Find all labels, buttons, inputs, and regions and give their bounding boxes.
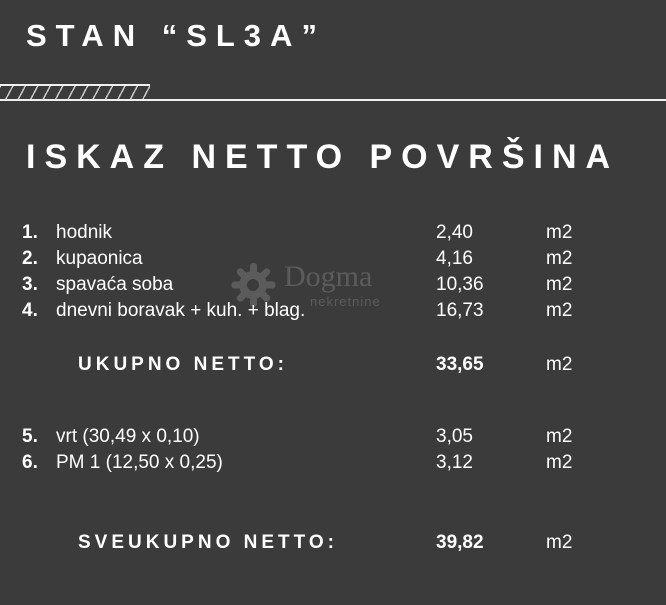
section-heading: ISKAZ NETTO POVRŠINA [26,138,620,176]
row-unit: m2 [546,452,573,473]
separator-line-bottom [0,99,666,101]
row-unit: m2 [546,222,573,243]
table-row [0,426,666,452]
row-label: hodnik [56,222,112,243]
spacer [0,376,666,404]
grand-total-value: 39,82 [436,532,484,553]
row-label: spavaća soba [56,274,174,295]
row-unit: m2 [546,274,573,295]
row-value: 3,05 [436,426,473,447]
table-row [0,222,666,248]
row-value: 16,73 [436,300,484,321]
spacer [0,506,666,532]
row-value: 3,12 [436,452,473,473]
title-block [0,0,666,80]
subtotal-value: 33,65 [436,354,484,375]
row-unit: m2 [546,426,573,447]
subtotal-label: UKUPNO NETTO: [78,354,288,375]
watermark-subtitle: nekretnine [310,294,381,309]
grand-total-unit: m2 [546,532,573,553]
row-number: 2. [22,248,38,269]
row-number: 3. [22,274,38,295]
row-value: 4,16 [436,248,473,269]
hatched-separator [0,80,666,104]
row-value: 2,40 [436,222,473,243]
grand-total-label: SVEUKUPNO NETTO: [78,532,339,553]
spacer [0,404,666,426]
grand-total-row [0,532,666,554]
table-row [0,452,666,478]
page-title: STAN “SL3A” [26,18,326,53]
spacer [0,478,666,506]
subtotal-unit: m2 [546,354,573,375]
subtotal-row [0,354,666,376]
row-label: PM 1 (12,50 x 0,25) [56,452,223,473]
row-number: 6. [22,452,38,473]
row-number: 4. [22,300,38,321]
row-unit: m2 [546,248,573,269]
area-table [0,222,666,554]
row-label: kupaonica [56,248,143,269]
row-value: 10,36 [436,274,484,295]
watermark-name: Dogma [284,260,373,293]
row-unit: m2 [546,300,573,321]
table-row [0,274,666,300]
row-number: 1. [22,222,38,243]
table-row [0,248,666,274]
spacer [0,326,666,354]
row-label: vrt (30,49 x 0,10) [56,426,200,447]
row-number: 5. [22,426,38,447]
table-row [0,300,666,326]
row-label: dnevni boravak + kuh. + blag. [56,300,306,321]
